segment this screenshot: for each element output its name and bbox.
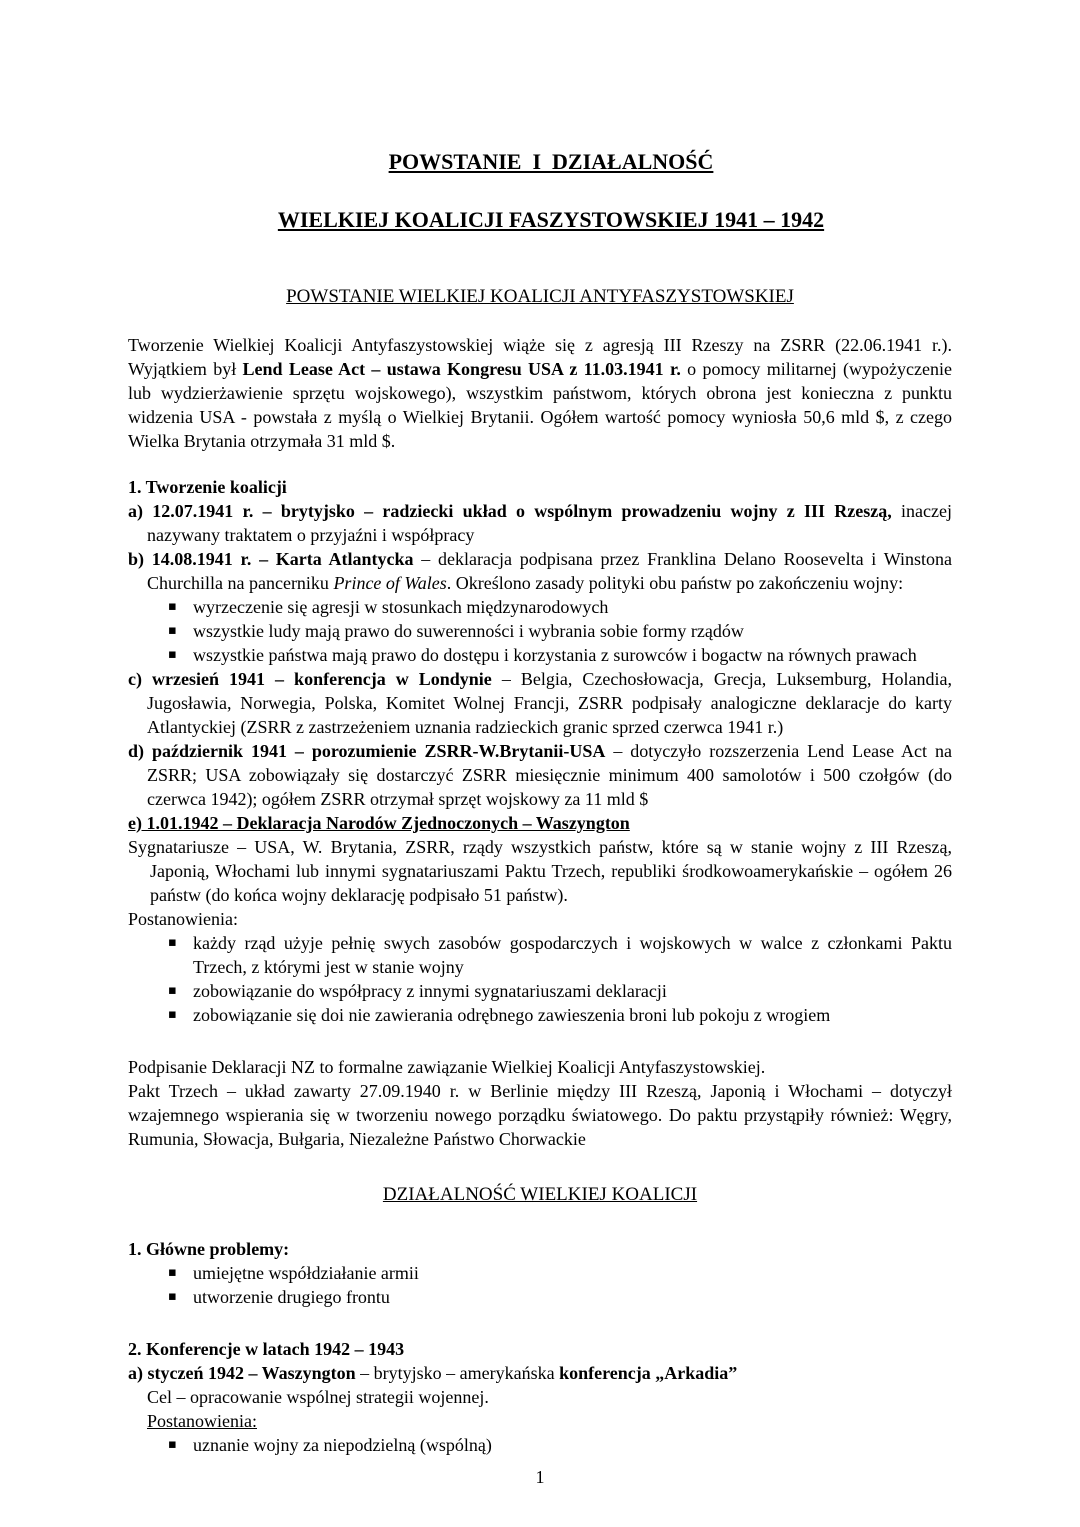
document-title	[128, 118, 952, 263]
list-item-e: e) 1.01.1942 – Deklaracja Narodów Zjednoczonych – Waszyngton	[128, 813, 630, 833]
conference-goal: Cel – opracowanie wspólnej strategii wojennej.	[147, 1387, 489, 1407]
title-line-2: WIELKIEJ KOALICJI FASZYSTOWSKIEJ 1941 – 1942	[277, 207, 825, 232]
postanowienia2-label	[128, 1409, 952, 1433]
page-number: 1	[535, 1467, 545, 1487]
section-heading-formation	[128, 285, 952, 309]
section-heading-formation-text: POWSTANIE WIELKIEJ KOALICJI ANTYFASZYSTOWSKIEJ	[286, 286, 794, 307]
bullet-text: umiejętne współdziałanie armii	[193, 1263, 419, 1283]
bullet-square-icon: ▪	[168, 623, 177, 638]
list-item-b: b) 14.08.1941 r. – Karta Atlantycka – deklaracja podpisana przez Franklina Delano Roosevelta i Winstona Churchilla na pancerniku Prince of Wales. Określono zasady polityki obu państw po zakończeniu wojny:	[128, 549, 952, 593]
list-item-c: c) wrzesień 1941 – konferencja w Londynie – Belgia, Czechosłowacja, Grecja, Luksemburg, Holandia, Jugosławia, Norwegia, Polska, Komitet Wolnej Francji, ZSRR podpisały analogiczne deklaracje do karty Atlantyckiej (ZSRR z zastrzeżeniem uznania radzieckich granic sprzed czerwca 1941 r.)	[128, 669, 952, 737]
atlantic-bullet-item	[128, 643, 952, 667]
bullet-text: zobowiązanie do współpracy z innymi sygnatariuszami deklaracji	[193, 981, 667, 1001]
title-line-1: POWSTANIE I DZIAŁALNOŚĆ	[388, 149, 714, 174]
bullet-text: wyrzeczenie się agresji w stosunkach międzynarodowych	[193, 597, 609, 617]
bullet-text: wszystkie państwa mają prawo do dostępu i korzystania z surowców i bogactw na równych prawach	[193, 645, 917, 665]
postanowienia-label: Postanowienia:	[128, 909, 238, 929]
bullet-square-icon: ▪	[168, 1265, 177, 1280]
problems-bullet-item	[128, 1261, 952, 1285]
bullet-square-icon: ▪	[168, 983, 177, 998]
conference-bullet-item	[128, 1433, 952, 1457]
signatories-paragraph: Sygnatariusze – USA, W. Brytania, ZSRR, rządy wszystkich państw, które są w stanie wojny z III Rzeszą, Japonią, Włochami lub innymi sygnatariuszami Paktu Trzech, republiki środkowoamerykańskie – ogółem 26 państw (do końca wojny deklarację podpisało 51 państw).	[128, 837, 952, 905]
bullet-text: każdy rząd użyje pełnię swych zasobów gospodarczych i wojskowych w walce z członkami Paktu Trzech, z którymi jest w stanie wojny	[193, 933, 952, 977]
heading-glowne-problemy: 1. Główne problemy:	[128, 1239, 290, 1259]
atlantic-bullet-item	[128, 619, 952, 643]
list-item-d: d) październik 1941 – porozumienie ZSRR-W.Brytanii-USA – dotyczyło rozszerzenia Lend Lease Act na ZSRR; USA zobowiązały się dostarczyć ZSRR miesięcznie minimum 400 samolotów i 500 czołgów (do czerwca 1942); ogółem ZSRR otrzymał sprzęt wojskowy za 11 mld $	[128, 741, 952, 809]
bullet-square-icon: ▪	[168, 647, 177, 662]
section-heading-activity-text: DZIAŁALNOŚĆ WIELKIEJ KOALICJI	[382, 1184, 698, 1205]
bullet-text: utworzenie drugiego frontu	[193, 1287, 390, 1307]
declaration-bullet-item	[128, 979, 952, 1003]
bullet-square-icon: ▪	[168, 935, 177, 950]
section-heading-activity	[128, 1183, 952, 1207]
bullet-square-icon: ▪	[168, 1437, 177, 1452]
problems-bullet-item	[128, 1285, 952, 1309]
pact-of-three-paragraph: Pakt Trzech – układ zawarty 27.09.1940 r. w Berlinie między III Rzeszą, Japonią i Włochami – dotyczył wzajemnego wspierania się w tworzeniu nowego porządku światowego. Do paktu przystąpiły również: Węgry, Rumunia, Słowacja, Bułgaria, Niezależne Państwo Chorwackie	[128, 1081, 952, 1149]
bullet-square-icon: ▪	[168, 1289, 177, 1304]
atlantic-bullet-item	[128, 595, 952, 619]
nz-declaration-note: Podpisanie Deklaracji NZ to formalne zawiązanie Wielkiej Koalicji Antyfaszystowskiej.	[128, 1057, 766, 1077]
bullet-square-icon: ▪	[168, 599, 177, 614]
declaration-bullet-item	[128, 1003, 952, 1027]
bullet-text: uznanie wojny za niepodzielną (wspólną)	[193, 1435, 492, 1455]
heading-konferencje: 2. Konferencje w latach 1942 – 1943	[128, 1339, 405, 1359]
intro-paragraph: Tworzenie Wielkiej Koalicji Antyfaszystowskiej wiąże się z agresją III Rzeszy na ZSRR (22.06.1941 r.). Wyjątkiem był Lend Lease Act – ustawa Kongresu USA z 11.03.1941 r. o pomocy militarnej (wypożyczenie lub wydzierżawienie sprzętu wojskowego), wszystkim państwom, których obrona jest konieczna z punktu widzenia USA - powstała z myślą o Wielkiej Brytanii. Ogółem wartość pomocy wyniosła 50,6 mld $, z czego Wielka Brytania otrzymała 31 mld $.	[128, 335, 952, 451]
declaration-bullet-item	[128, 931, 952, 979]
heading-tworzenie-koalicji: 1. Tworzenie koalicji	[128, 477, 287, 497]
bullet-text: zobowiązanie się doi nie zawierania odrębnego zawieszenia broni lub pokoju z wrogiem	[193, 1005, 831, 1025]
bullet-text: wszystkie ludy mają prawo do suwerenności i wybrania sobie formy rządów	[193, 621, 744, 641]
conference-arkadia-line: a) styczeń 1942 – Waszyngton – brytyjsko – amerykańska konferencja „Arkadia”	[128, 1363, 738, 1383]
list-item-a: a) 12.07.1941 r. – brytyjsko – radziecki układ o wspólnym prowadzeniu wojny z III Rzeszą, inaczej nazywany traktatem o przyjaźni i współpracy	[128, 501, 952, 545]
postanowienia2-label-text: Postanowienia:	[147, 1411, 257, 1431]
bullet-square-icon: ▪	[168, 1007, 177, 1022]
